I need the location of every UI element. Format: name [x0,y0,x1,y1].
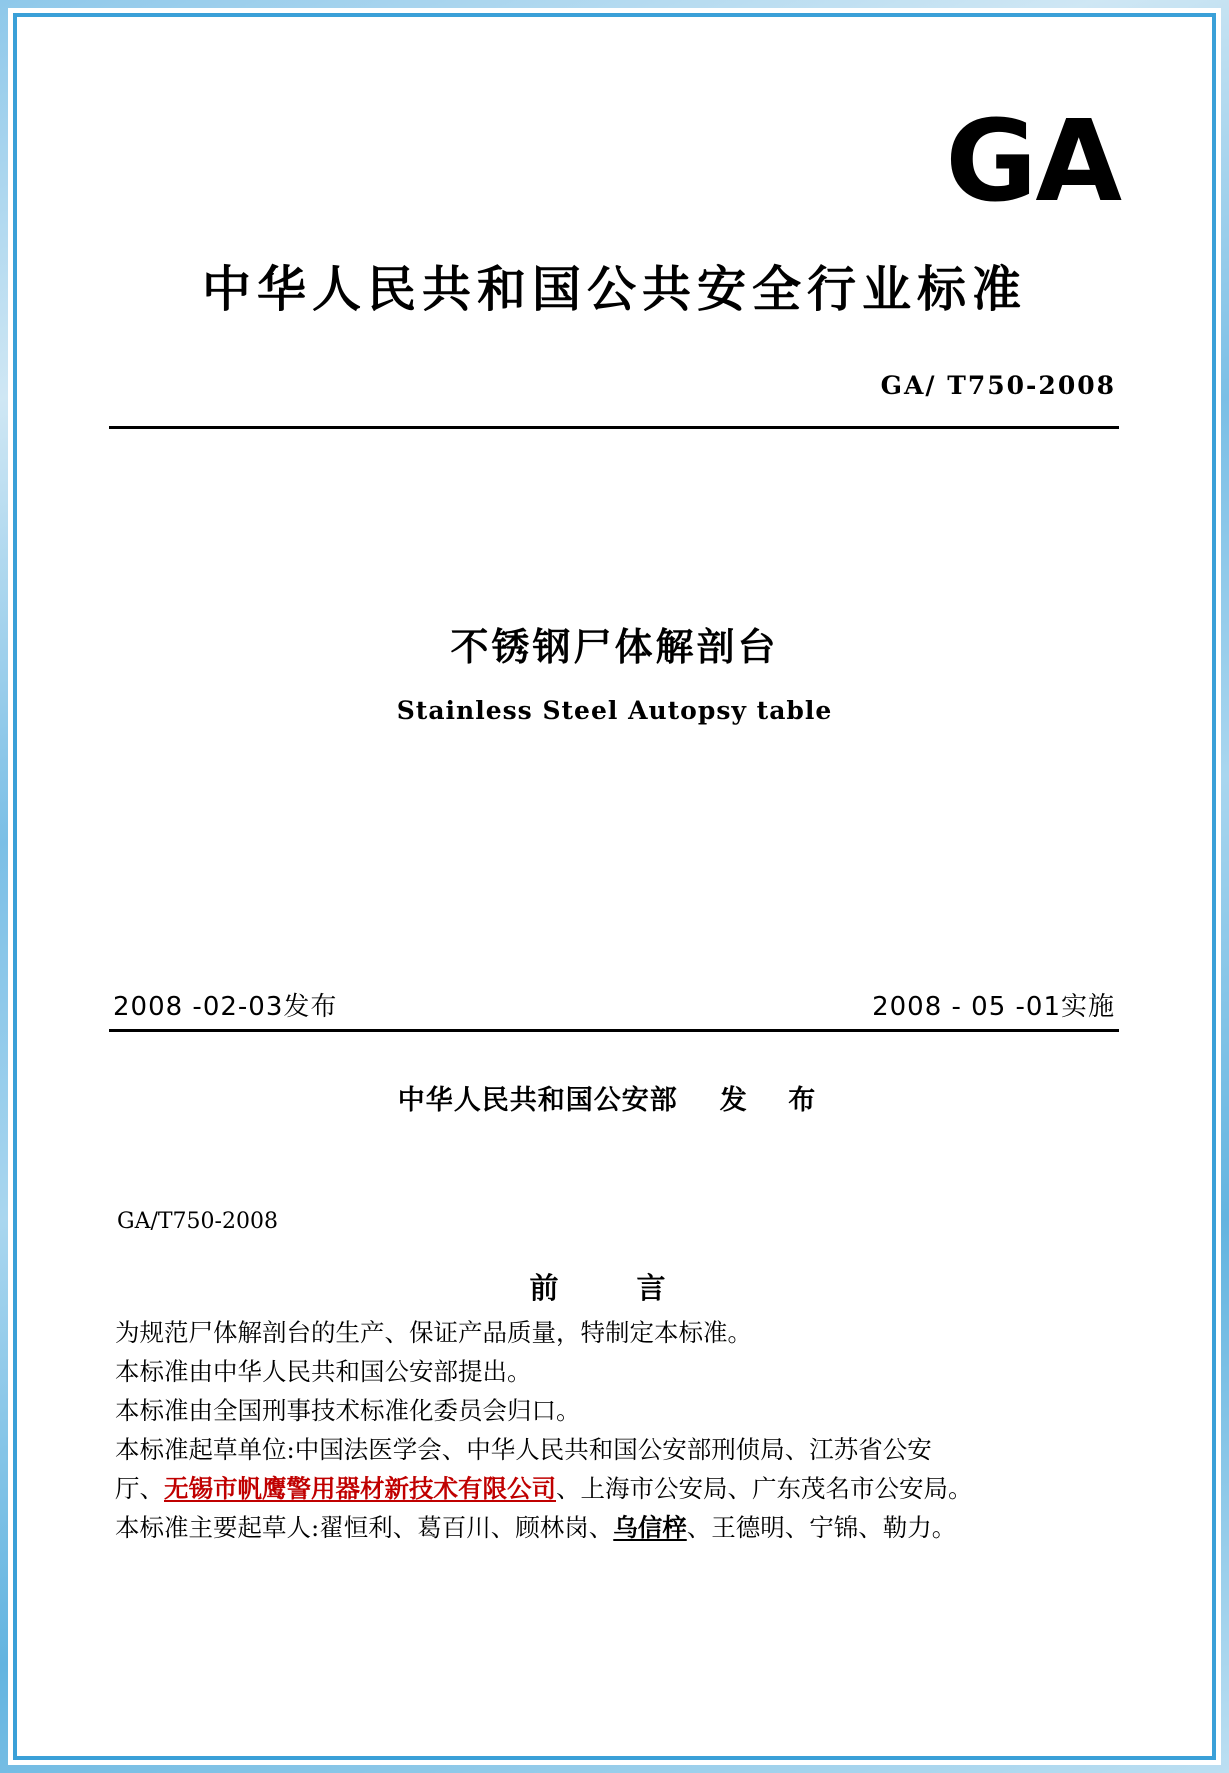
running-header: GA/T750-2008 [117,1209,278,1234]
preface-drafting-units-line-1: 本标准起草单位:中国法医学会、中华人民共和国公安部刑侦局、江苏省公安 [115,1435,932,1464]
ga-logo: GA [945,97,1120,227]
drafters-prefix: 本标准主要起草人:翟恒利、葛百川、顾林岗、 [115,1513,614,1542]
preface-title [21,1266,1208,1307]
date-row [109,986,1119,1032]
page-content [21,21,1208,1752]
preface-line-1: 为规范尸体解剖台的生产、保证产品质量，特制定本标准。 [115,1318,752,1347]
publisher-name: 中华人民共和国公安部 [397,1085,678,1116]
divider-bottom [109,1029,1119,1032]
drafting-units-part-b: 、上海市公安局、广东茂名市公安局。 [556,1474,973,1503]
preface-title-text: 前 言 [529,1271,700,1305]
issue-date: 2008 -02-03发布 [113,992,338,1022]
preface-drafters-line [115,1508,1115,1547]
preface-line-2: 本标准由中华人民共和国公安部提出。 [115,1357,532,1386]
organization-title: 中华人民共和国公共安全行业标准 [201,261,1027,318]
effective-date: 2008 - 05 -01实施 [872,992,1115,1022]
drafting-unit-highlight: 无锡市帆鹰警用器材新技术有限公司 [164,1474,556,1503]
preface-body [115,1313,1115,1547]
preface-drafting-units-line-2 [115,1469,1115,1508]
divider-top [109,426,1119,429]
publisher-verb: 发 布 [719,1085,832,1116]
drafting-units-part-a: 厅、 [115,1474,164,1503]
drafters-suffix: 、王德明、宁锦、勒力。 [686,1513,957,1542]
standard-number: GA/ T750-2008 [880,371,1116,400]
publisher-line [21,1078,1208,1117]
document-title-chinese: 不锈钢尸体解剖台 [450,625,779,669]
document-title-english: Stainless Steel Autopsy table [396,696,833,725]
drafter-highlight: 乌信梓 [613,1513,687,1542]
preface-line-3: 本标准由全国刑事技术标准化委员会归口。 [115,1396,581,1425]
